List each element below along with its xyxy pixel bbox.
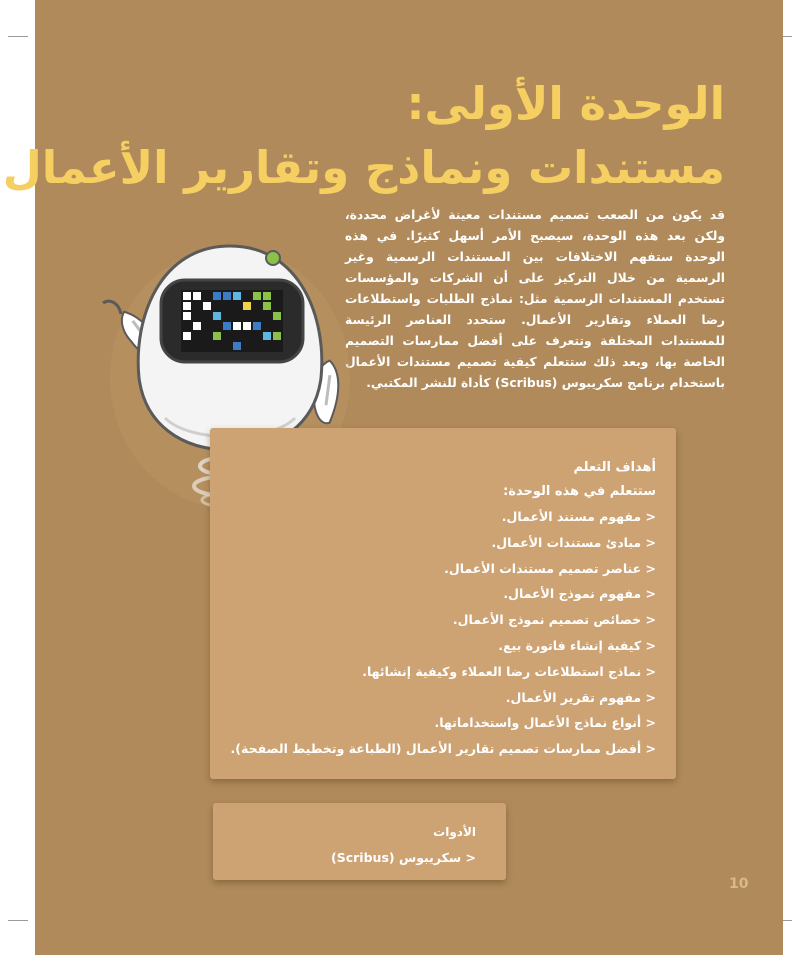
intro-paragraph: قد يكون من الصعب تصميم مستندات معينة لأغراض محددة، ولكن بعد هذه الوحدة، سيصبح الأمر أسهل كثيرًا. في هذه الوحدة ستفهم الاختلافات بين المستندات الرسمية وغير الرسمية من خلال التركيز على أن الشركات والمؤسسات تستخدم المستندات الرسمية مثل: نماذج الطلبات واستطلاعات رضا العملاء وتقارير الأعمال. ستحدد العناصر الرئيسة للمستندات المختلفة وتتعرف على أفضل ممارسات التصميم الخاصة بها، وبعد ذلك ستتعلم كيفية تصميم مستندات الأعمال باستخدام برنامج سكريبوس (Scribus) كأداة للنشر المكتبي. — [345, 208, 725, 390]
objective-item: < مفهوم تقرير الأعمال. — [505, 689, 656, 705]
objective-item: < مفهوم مستند الأعمال. — [501, 509, 656, 524]
crop-mark — [8, 920, 28, 921]
objective-item: < خصائص تصميم نموذج الأعمال. — [452, 612, 656, 628]
tools-box — [213, 803, 506, 880]
unit-title-line2: مستندات ونماذج وتقارير الأعمال — [2, 141, 725, 194]
crop-mark — [8, 36, 28, 37]
objective-item: < كيفية إنشاء فاتورة بيع. — [498, 637, 656, 653]
objectives-heading: أهداف التعلم — [573, 460, 656, 475]
unit-title — [3, 72, 725, 200]
objectives-subheading: ستتعلم في هذه الوحدة: — [503, 484, 656, 499]
objective-item: < أنواع نماذج الأعمال واستخداماتها. — [434, 715, 656, 731]
objective-item: < أفضل ممارسات تصميم تقارير الأعمال (الطباعة وتخطيط الصفحة). — [230, 741, 656, 757]
tools-heading: الأدوات — [433, 825, 476, 839]
tools-item: < سكريبوس (Scribus) — [331, 850, 476, 865]
objective-item: < نماذج استطلاعات رضا العملاء وكيفية إنشائها. — [362, 663, 656, 679]
page-number: 10 — [729, 876, 749, 892]
objective-item: < مفهوم نموذج الأعمال. — [503, 586, 656, 602]
objective-item: < عناصر تصميم مستندات الأعمال. — [444, 560, 656, 576]
learning-objectives-box — [210, 428, 676, 779]
unit-title-line1: الوحدة الأولى: — [406, 77, 725, 130]
objective-item: < مبادئ مستندات الأعمال. — [491, 534, 656, 550]
